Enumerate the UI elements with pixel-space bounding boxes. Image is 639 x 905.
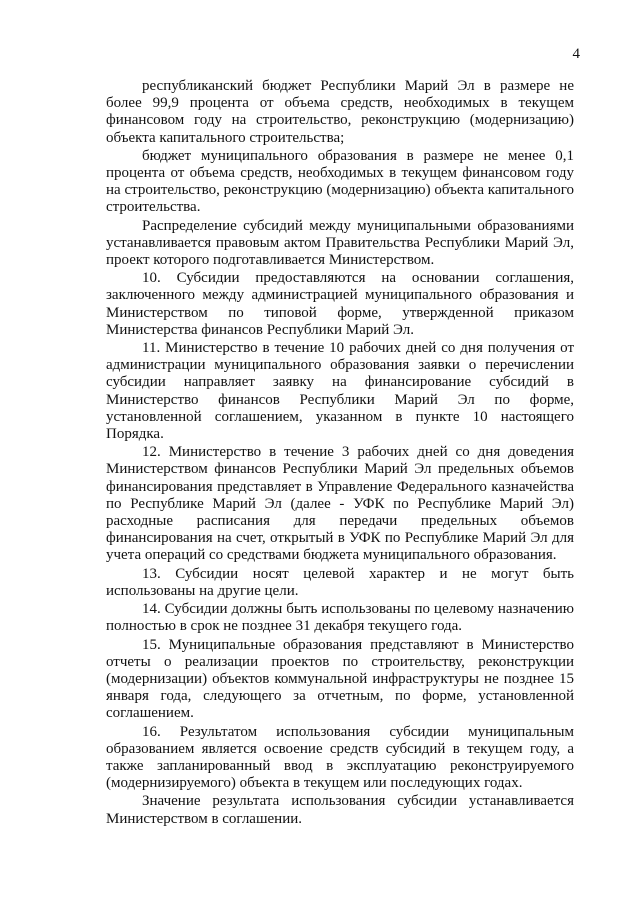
document-body: [106, 78, 574, 828]
paragraph-result-value: Значение результата использования субсидии устанавливается Министерством в соглашении.: [106, 793, 574, 827]
paragraph-item-12: 12. Министерство в течение 3 рабочих дней со дня доведения Министерством финансов Республики Марий Эл предельных объемов финансирования представляет в Управление Федерального казначейства по Республике Марий Эл (далее - УФК по Республике Марий Эл) расходные расписания для передачи предельных объемов финансирования на счет, открытый в УФК по Республике Марий Эл для учета операций со средствами бюджета муниципального образования.: [106, 444, 574, 564]
page-number: 4: [572, 46, 580, 62]
paragraph-item-14: 14. Субсидии должны быть использованы по целевому назначению полностью в срок не позднее 31 декабря текущего года.: [106, 601, 574, 635]
paragraph-distribution: Распределение субсидий между муниципальными образованиями устанавливается правовым актом Правительства Республики Марий Эл, проект которого подготавливается Министерством.: [106, 217, 574, 269]
paragraph-item-11: 11. Министерство в течение 10 рабочих дней со дня получения от администрации муниципального образования заявки о перечислении субсидии направляет заявку на финансирование субсидий в Министерство финансов Республики Марий Эл по форме, установленной соглашением, указанном в пункте 10 настоящего Порядка.: [106, 340, 574, 443]
paragraph-item-16: 16. Результатом использования субсидии муниципальным образованием является освоение средств субсидий в текущем году, а также запланированный ввод в эксплуатацию реконструируемого (модернизируемого) объекта в текущем или последующих годах.: [106, 723, 574, 792]
paragraph-budget-municipal: бюджет муниципального образования в размере не менее 0,1 процента от объема средств, необходимых в текущем финансовом году на строительство, реконструкцию (модернизацию) объекта капитального строительства.: [106, 147, 574, 216]
paragraph-item-10: 10. Субсидии предоставляются на основании соглашения, заключенного между администрацией муниципального образования и Министерством по типовой форме, утвержденной приказом Министерства финансов Республики Марий Эл.: [106, 270, 574, 338]
paragraph-budget-republic: республиканский бюджет Республики Марий Эл в размере не более 99,9 процента от объема средств, необходимых в текущем финансовом году на строительство, реконструкцию (модернизацию) объекта капитального строительства;: [106, 78, 574, 146]
paragraph-item-13: 13. Субсидии носят целевой характер и не могут быть использованы на другие цели.: [106, 565, 574, 599]
paragraph-item-15: 15. Муниципальные образования представляют в Министерство отчеты о реализации проектов по строительству, реконструкции (модернизации) объектов коммунальной инфраструктуры не позднее 15 января года, следующего за отчетным, по форме, установленной соглашением.: [106, 636, 574, 722]
